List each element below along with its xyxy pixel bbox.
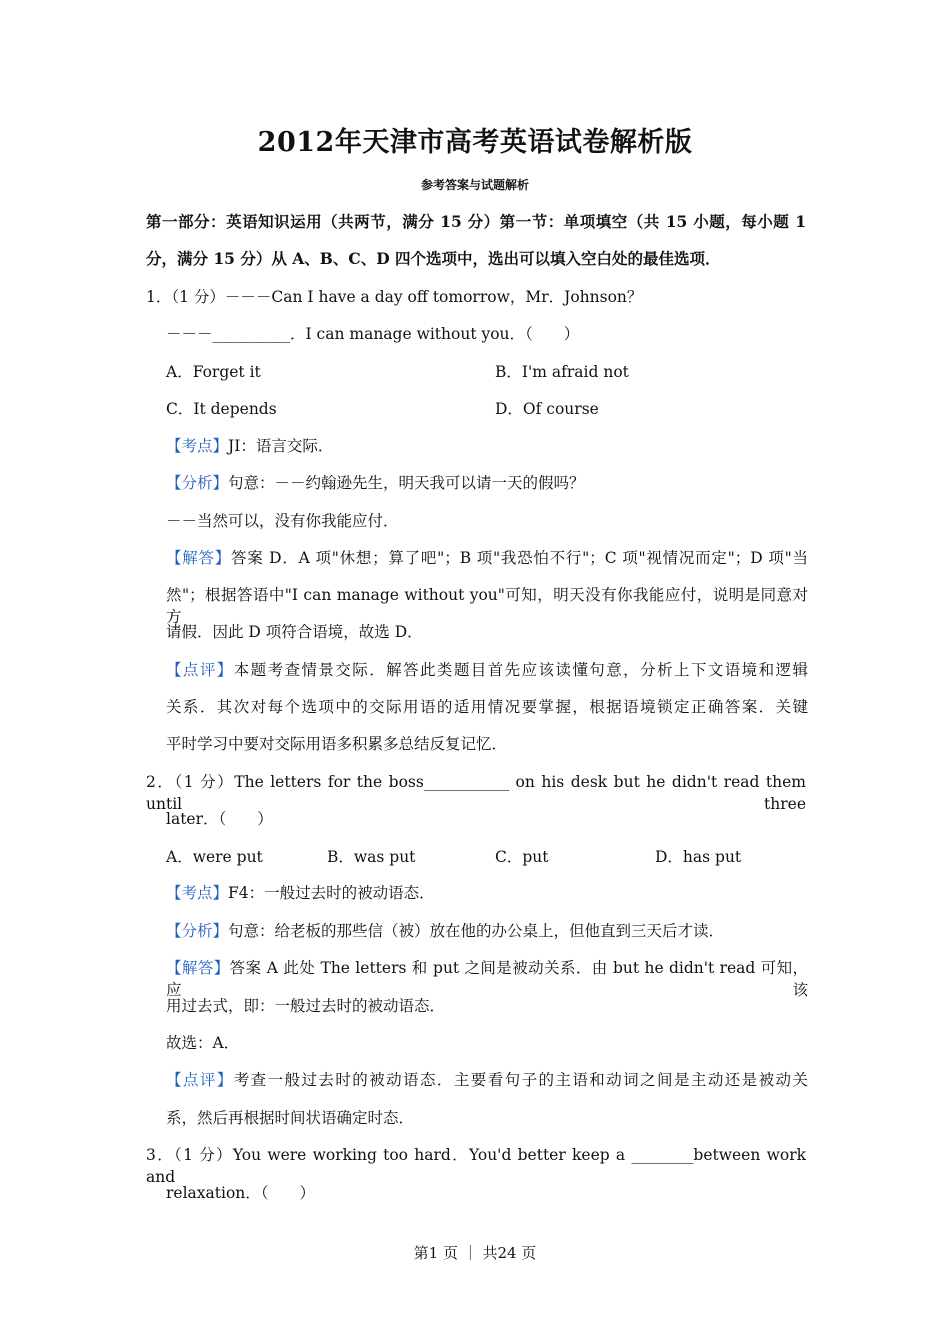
kaodian-tag: 【考点】 — [166, 884, 229, 902]
dianping-tag: 【点评】 — [166, 661, 234, 679]
q1-jieda-line-3: 请假．因此 D 项符合语境，故选 D． — [166, 623, 423, 641]
page-title: 2012年天津市高考英语试卷解析版 — [257, 127, 693, 158]
q2-fenxi-text: 句意：给老板的那些信（被）放在他的办公桌上，但他直到三天后才读． — [228, 922, 725, 940]
q1-fenxi — [166, 472, 585, 494]
q2-fenxi — [166, 920, 724, 942]
q2-jieda-line-2: 用过去式，即：一般过去时的被动语态． — [166, 997, 446, 1015]
q3-stem-line-1: 3．（1 分）You were working too hard．You'd better keep a ________between work and — [146, 1146, 806, 1186]
section-heading-line-1: 第一部分：英语知识运用（共两节，满分 15 分）第一节：单项填空（共 15 小题，每小题 1 — [146, 212, 806, 231]
fenxi-tag: 【分析】 — [166, 474, 229, 492]
q2-stem-line-1: 2．（1 分）The letters for the boss___________ on his desk but he didn't read them until three — [146, 773, 806, 813]
q1-dianping-line-2: 关系．其次对每个选项中的交际用语的适用情况要掌握，根据语境锁定正确答案．关键 — [166, 698, 808, 716]
fenxi-tag: 【分析】 — [166, 922, 229, 940]
q2-option-c: C．put — [495, 848, 549, 866]
jieda-tag: 【解答】 — [166, 549, 231, 567]
page-subtitle: 参考答案与试题解析 — [420, 178, 529, 192]
q2-dianping-text-1: 考查一般过去时的被动语态．主要看句子的主语和动词之间是主动还是被动关 — [233, 1071, 808, 1089]
q1-jieda-line-1 — [166, 547, 808, 569]
q2-dianping-line-2: 系，然后再根据时间状语确定时态． — [166, 1109, 415, 1127]
q1-dianping-line-1 — [166, 659, 808, 681]
q1-stem-line-2: －－－__________．I can manage without you．（ ） — [166, 325, 580, 343]
jieda-tag: 【解答】 — [166, 959, 230, 977]
q2-kaodian — [166, 882, 435, 904]
q2-jieda-text-1: 答案 A 此处 The letters 和 put 之间是被动关系．由 but he didn't read 可知，应该 — [166, 959, 808, 999]
q2-stem-line-2: later．（ ） — [166, 810, 273, 828]
q1-fenxi-text-1: 句意：－－约翰逊先生，明天我可以请一天的假吗？ — [228, 474, 585, 492]
q2-option-a: A．were put — [166, 848, 263, 866]
q2-kaodian-text: F4：一般过去时的被动语态． — [228, 884, 435, 902]
dianping-tag: 【点评】 — [166, 1071, 234, 1089]
q1-dianping-line-3: 平时学习中要对交际用语多积累多总结反复记忆． — [166, 735, 508, 753]
q1-kaodian-text: JI：语言交际． — [228, 437, 334, 455]
q1-jieda-line-2: 然"；根据答语中"I can manage without you"可知，明天没有你我能应付，说明是同意对方 — [166, 586, 808, 626]
q1-option-a: A．Forget it — [166, 363, 261, 381]
q2-jieda-line-3: 故选：A． — [166, 1034, 240, 1052]
q2-option-b: B．was put — [327, 848, 416, 866]
q1-option-d: D．Of course — [495, 400, 599, 418]
kaodian-tag: 【考点】 — [166, 437, 229, 455]
q1-option-b: B．I'm afraid not — [495, 363, 629, 381]
q2-dianping-line-1 — [166, 1069, 808, 1091]
q1-kaodian — [166, 435, 333, 457]
q1-fenxi-line-2: －－当然可以，没有你我能应付． — [166, 512, 399, 530]
page-footer: 第1 页 ｜ 共24 页 — [413, 1244, 537, 1262]
q1-jieda-text-1: 答案 D．A 项"休想；算了吧"；B 项"我恐怕不行"；C 项"视情况而定"；D 项"当 — [231, 549, 808, 567]
section-heading-line-2: 分，满分 15 分）从 A、B、C、D 四个选项中，选出可以填入空白处的最佳选项． — [146, 249, 721, 268]
q1-option-c: C．It depends — [166, 400, 277, 418]
q1-stem-line-1: 1．（1 分）－－－Can I have a day off tomorrow，Mr．Johnson？ — [146, 288, 643, 306]
q1-dianping-text-1: 本题考查情景交际．解答此类题目首先应该读懂句意，分析上下文语境和逻辑 — [233, 661, 808, 679]
q3-stem-line-2: relaxation．（ ） — [166, 1184, 316, 1202]
q2-option-d: D．has put — [655, 848, 742, 866]
